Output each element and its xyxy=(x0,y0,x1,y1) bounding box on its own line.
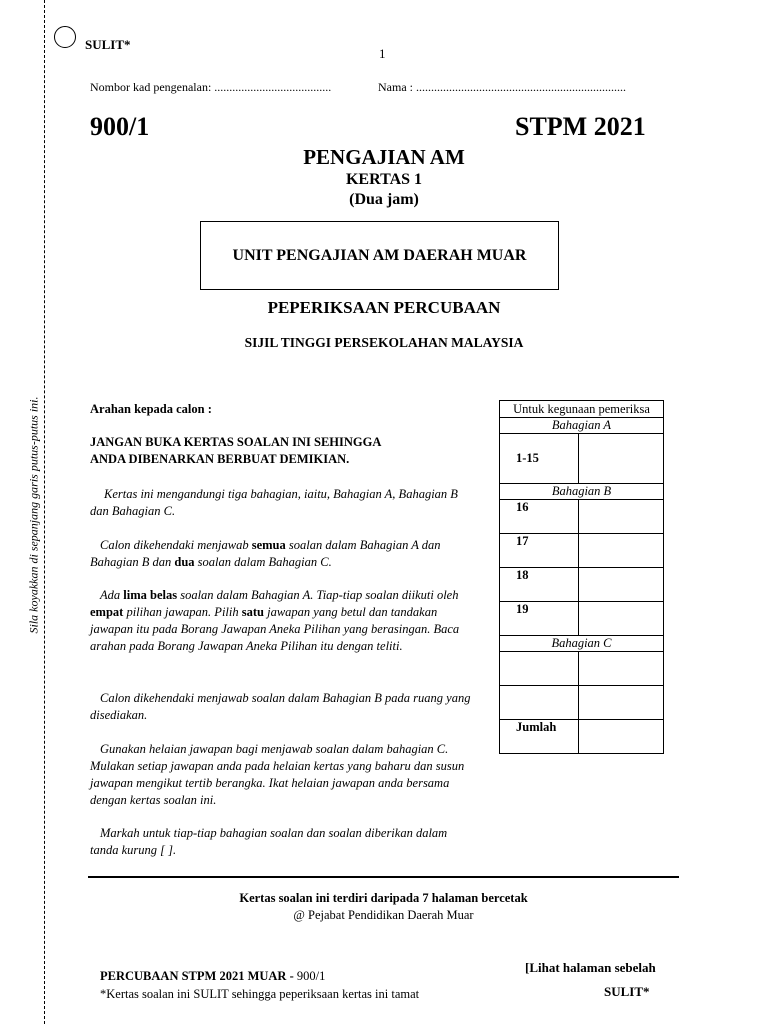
page-number: 1 xyxy=(379,46,386,61)
row-b-label: 17 xyxy=(500,534,579,568)
instructions-heading: Arahan kepada calon : xyxy=(90,402,212,416)
name-field: Nama : ...................................................................... xyxy=(378,80,626,94)
total-mark-cell xyxy=(579,720,664,754)
footer-rule xyxy=(88,876,679,878)
mark-cell xyxy=(579,500,664,534)
examiner-table xyxy=(499,400,664,754)
sulit-bottom: SULIT* xyxy=(604,984,650,999)
exam-type: PEPERIKSAAN PERCUBAAN xyxy=(267,298,501,317)
paper-code: 900/1 xyxy=(90,112,150,141)
sulit-top: SULIT* xyxy=(85,37,131,52)
see-next-page: [Lihat halaman sebelah xyxy=(525,960,656,975)
row-b-label: 18 xyxy=(500,568,579,602)
punch-circle xyxy=(54,26,76,48)
instruction-paragraph-4: Calon dikehendaki menjawab soalan dalam Bahagian B pada ruang yang disediakan. xyxy=(90,691,471,722)
exam-footer-label: PERCUBAAN STPM 2021 MUAR - 900/1 xyxy=(100,969,326,983)
mark-cell xyxy=(579,434,664,484)
duration: (Dua jam) xyxy=(349,191,419,208)
copyright-note: @ Pejabat Pendidikan Daerah Muar xyxy=(293,908,474,922)
row-a-label: 1-15 xyxy=(500,434,579,484)
row-c-cell xyxy=(500,652,579,686)
instruction-paragraph-2: Calon dikehendaki menjawab semua soalan dalam Bahagian A dan Bahagian B dan dua soalan dalam Bahagian C. xyxy=(90,538,441,569)
mark-cell xyxy=(579,602,664,636)
confidential-note: *Kertas soalan ini SULIT sehingga peperiksaan kertas ini tamat xyxy=(100,987,420,1001)
id-number-field: Nombor kad pengenalan: ....................................... xyxy=(90,80,332,94)
mark-cell xyxy=(579,652,664,686)
section-c-label: Bahagian C xyxy=(500,636,664,652)
mark-cell xyxy=(579,568,664,602)
exam-year: STPM 2021 xyxy=(515,112,646,141)
row-b-label: 19 xyxy=(500,602,579,636)
section-a-label: Bahagian A xyxy=(500,418,664,434)
section-b-label: Bahagian B xyxy=(500,484,664,500)
warning-line-1: JANGAN BUKA KERTAS SOALAN INI SEHINGGA xyxy=(90,435,382,449)
total-label: Jumlah xyxy=(500,720,579,754)
row-c-cell xyxy=(500,686,579,720)
margin-note: Sila koyakkan di sepanjang garis putus-putus ini. xyxy=(26,396,41,634)
certificate-name: SIJIL TINGGI PERSEKOLAHAN MALAYSIA xyxy=(244,335,524,350)
instruction-paragraph-1: Kertas ini mengandungi tiga bahagian, iaitu, Bahagian A, Bahagian B dan Bahagian C. xyxy=(90,487,458,518)
examiner-table-header: Untuk kegunaan pemeriksa xyxy=(500,401,664,418)
warning-line-2: ANDA DIBENARKAN BERBUAT DEMIKIAN. xyxy=(90,452,350,466)
subject-title: PENGAJIAN AM xyxy=(303,145,465,169)
paper-label: KERTAS 1 xyxy=(345,171,423,188)
instruction-paragraph-3: Ada lima belas soalan dalam Bahagian A. Tiap-tiap soalan diikuti oleh empat pilihan jawapan. Pilih satu jawapan yang betul dan tandakan jawapan itu pada Borang Jawapan Aneka Pilihan yang berasingan. Baca arahan pada Borang Jawapan Aneka Pilihan itu dengan teliti. xyxy=(90,588,460,653)
unit-name: UNIT PENGAJIAN AM DAERAH MUAR xyxy=(232,246,527,264)
cut-line xyxy=(44,0,45,1024)
pages-note: Kertas soalan ini terdiri daripada 7 halaman bercetak xyxy=(239,891,528,905)
mark-cell xyxy=(579,686,664,720)
instruction-paragraph-5: Gunakan helaian jawapan bagi menjawab soalan dalam bahagian C. Mulakan setiap jawapan anda pada helaian kertas yang baharu dan susun jawapan mengikut tertib berangka. Ikat helaian jawapan anda bersama dengan kertas soalan ini. xyxy=(90,742,465,807)
instruction-paragraph-6: Markah untuk tiap-tiap bahagian soalan dan soalan diberikan dalam tanda kurung [ ]. xyxy=(90,826,448,857)
row-b-label: 16 xyxy=(500,500,579,534)
mark-cell xyxy=(579,534,664,568)
unit-box xyxy=(200,221,559,290)
